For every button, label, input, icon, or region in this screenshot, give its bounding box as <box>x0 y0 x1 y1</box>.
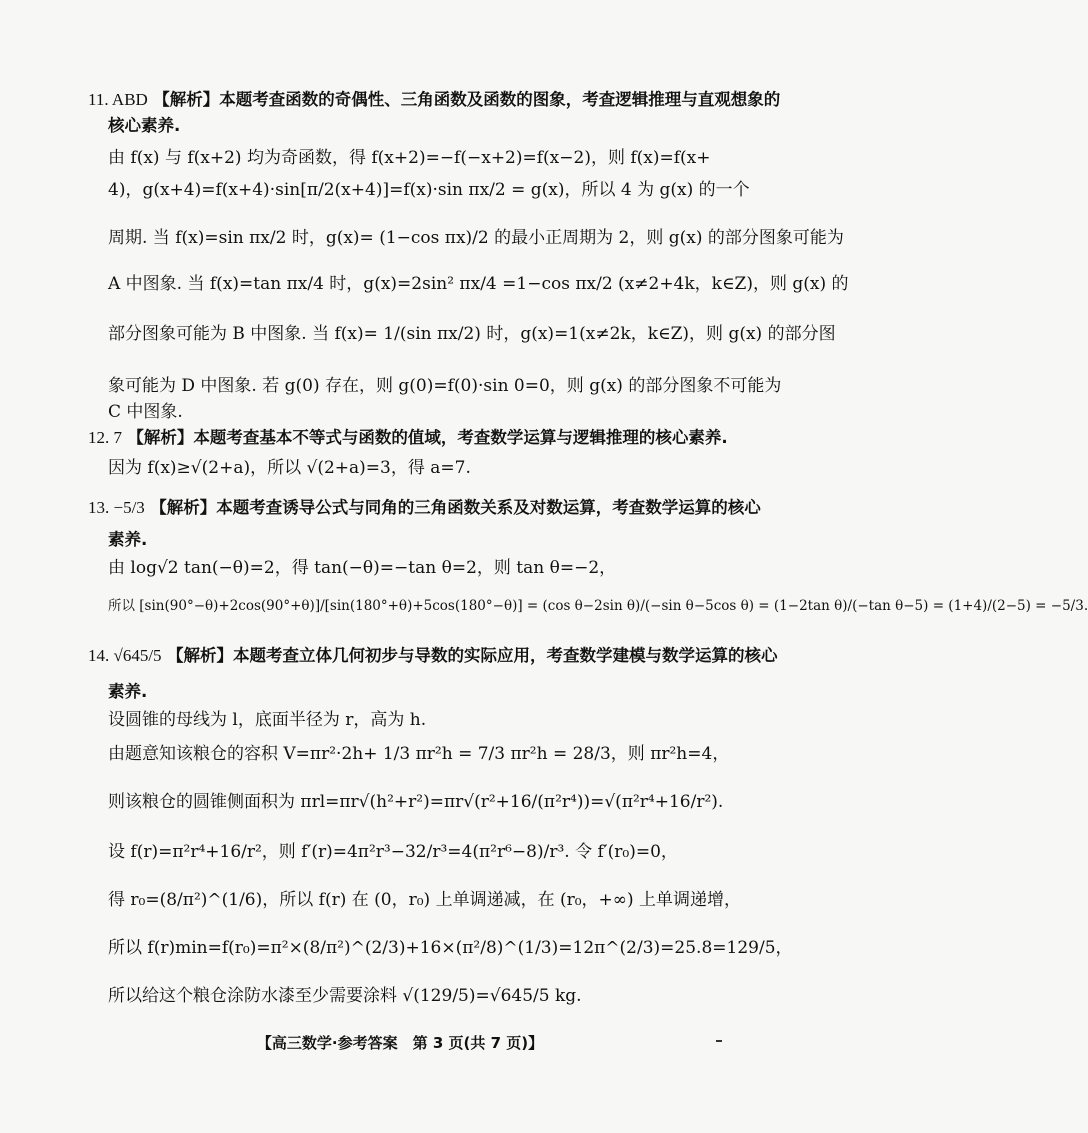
q14-line3: 则该粮仓的圆锥侧面积为 πrl=πr√(h²+r²)=πr√(r²+16/(π²r⁴))=√(π²r⁴+16/r²). <box>108 792 724 812</box>
q11-line7: C 中图象. <box>108 402 183 422</box>
q11-line5: 部分图象可能为 B 中图象. 当 f(x)= 1/(sin πx/2) 时，g(x)=1(x≠2k，k∈Z)，则 g(x) 的部分图 <box>108 324 836 344</box>
q11-intro2: 核心素养. <box>108 116 181 135</box>
q14-line1: 设圆锥的母线为 l，底面半径为 r，高为 h. <box>108 710 427 730</box>
q12-header <box>88 426 740 450</box>
q12-line1: 因为 f(x)≥√(2+a)，所以 √(2+a)=3，得 a=7. <box>108 458 471 478</box>
q12-tag: 【解析】 <box>127 428 194 447</box>
q12-answer: 12. 7 <box>88 428 122 447</box>
q14-line7: 所以给这个粮仓涂防水漆至少需要涂料 √(129/5)=√645/5 kg. <box>108 986 582 1006</box>
q11-intro: 本题考查函数的奇偶性、三角函数及函数的图象，考查逻辑推理与直观想象的 <box>219 90 781 109</box>
q13-line1: 由 log√2 tan(−θ)=2，得 tan(−θ)=−tan θ=2，则 tan θ=−2， <box>108 558 617 578</box>
q14-answer: 14. √645/5 <box>88 646 162 665</box>
q12-intro: 本题考查基本不等式与函数的值域，考查数学运算与逻辑推理的核心素养. <box>193 428 728 447</box>
q11-line6: 象可能为 D 中图象. 若 g(0) 存在，则 g(0)=f(0)·sin 0=0，则 g(x) 的部分图象不可能为 <box>108 376 782 396</box>
q13-intro: 本题考查诱导公式与同角的三角函数关系及对数运算，考查数学运算的核心 <box>216 498 761 517</box>
q14-tag: 【解析】 <box>166 646 233 665</box>
q11-answer: 11. ABD <box>88 90 148 109</box>
q13-answer: 13. −5/3 <box>88 498 145 517</box>
q13-line2: 所以 [sin(90°−θ)+2cos(90°+θ)]/[sin(180°+θ)+5cos(180°−θ)] = (cos θ−2sin θ)/(−sin θ−5cos θ) = (1−2tan θ)/(−tan θ−5) = (1+4)/(2−5) = −5/3. <box>108 598 1088 614</box>
q11-line1: 由 f(x) 与 f(x+2) 均为奇函数，得 f(x+2)=−f(−x+2)=f(x−2)，则 f(x)=f(x+ <box>108 148 711 168</box>
q13-header <box>88 496 761 520</box>
q13-intro2: 素养. <box>108 530 148 549</box>
q14-header <box>88 644 778 668</box>
q14-line2: 由题意知该粮仓的容积 V=πr²·2h+ 1/3 πr²h = 7/3 πr²h = 28/3，则 πr²h=4， <box>108 744 730 764</box>
q11-line3: 周期. 当 f(x)=sin πx/2 时，g(x)= (1−cos πx)/2 的最小正周期为 2，则 g(x) 的部分图象可能为 <box>108 228 844 248</box>
q14-line5: 得 r₀=(8/π²)^(1/6)，所以 f(r) 在 (0，r₀) 上单调递减，在 (r₀，+∞) 上单调递增， <box>108 890 741 910</box>
q11-header <box>88 88 781 112</box>
q11-tag: 【解析】 <box>153 90 220 109</box>
q11-line4: A 中图象. 当 f(x)=tan πx/4 时，g(x)=2sin² πx/4 =1−cos πx/2 (x≠2+4k，k∈Z)，则 g(x) 的 <box>108 274 849 294</box>
q14-intro: 本题考查立体几何初步与导数的实际应用，考查数学建模与数学运算的核心 <box>232 646 778 665</box>
q11-line2: 4)，g(x+4)=f(x+4)·sin[π/2(x+4)]=f(x)·sin πx/2 = g(x)，所以 4 为 g(x) 的一个 <box>108 180 750 200</box>
q13-tag: 【解析】 <box>150 498 217 517</box>
page-footer: 【高三数学·参考答案 第 3 页(共 7 页)】 <box>256 1034 544 1052</box>
q14-line6: 所以 f(r)min=f(r₀)=π²×(8/π²)^(2/3)+16×(π²/8)^(1/3)=12π^(2/3)=25.8=129/5， <box>108 938 793 958</box>
q14-line4: 设 f(r)=π²r⁴+16/r²，则 f′(r)=4π²r³−32/r³=4(π²r⁶−8)/r³. 令 f′(r₀)=0， <box>108 842 678 862</box>
corner-mark <box>716 1040 722 1042</box>
q14-intro2: 素养. <box>108 682 148 701</box>
